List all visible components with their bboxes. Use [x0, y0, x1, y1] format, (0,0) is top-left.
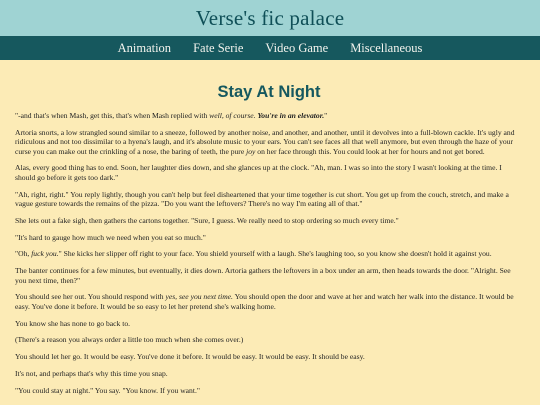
text-span: "Oh, — [15, 249, 32, 259]
story-paragraph: You know she has none to go back to. — [15, 318, 131, 328]
story-paragraph: (There's a reason you always order a little too much when she comes over.) — [15, 335, 244, 345]
story-paragraph: It's not, and perhaps that's why this time you snap. — [15, 369, 168, 378]
story-title: Stay At Night — [217, 83, 321, 101]
text-span: "-and that's when Mash, get this, that's when Mash replied with — [15, 111, 210, 120]
nav-video-game[interactable]: Video Game — [265, 40, 329, 55]
nav-miscellaneous[interactable]: Miscellaneous — [350, 40, 423, 55]
story-paragraph: She lets out a fake sigh, then gathers the cartons together. "Sure, I guess. We really need to stop ordering so much every time." — [15, 215, 399, 225]
story-paragraph: "Ah, right, right." You reply lightly, though you can't help but feel disheartened that your time together is cut short. You get up from the couch, stretch, and make a vague gesture towards the remains of the pizza. "Do you want the leftovers? There's no way I'm eating all of that." — [15, 189, 509, 209]
main-nav — [0, 36, 540, 60]
emphasis-text: well, of course. — [209, 111, 258, 120]
strong-emphasis-text: You're in an elevator. — [257, 111, 325, 120]
story-paragraph: The banter continues for a few minutes, but eventually, it dies down. Artoria gathers the leftovers in a box under an arm, then heads towards the door. "Alright. See you next time, then?" — [15, 266, 511, 285]
story-paragraph — [15, 249, 523, 258]
story-paragraph: "It's hard to gauge how much we need when you eat so much." — [15, 232, 206, 242]
story-content — [0, 83, 540, 395]
story-paragraph: You should let her go. It would be easy. You've done it before. It would be easy. It would be easy. It should be easy. — [15, 352, 365, 362]
text-span: You should open the door and wave at her and watch her walk into the distance. It would be easy. You've done it before. It would be so easy to let her pretend she's walking home. — [15, 292, 514, 311]
emphasis-text: fuck you. — [31, 249, 59, 259]
story-paragraph: "You could stay at night." You say. "You know. If you want." — [15, 385, 200, 395]
story-paragraph — [15, 128, 523, 156]
site-header — [0, 0, 540, 36]
emphasis-text: joy — [246, 146, 256, 156]
story-paragraph: Alas, every good thing has to end. Soon, her laughter dies down, and she glances up at the clock. "Ah, man. I was so into the story I wasn't looking at the time. I should go before it gets too dark." — [15, 163, 502, 182]
text-span: on her face through this. You could look at her for hours and not get bored. — [255, 146, 485, 156]
site-title[interactable]: Verse's fic palace — [195, 5, 345, 30]
emphasis-text: yes, see you next time. — [165, 292, 233, 302]
story-paragraph — [15, 111, 523, 120]
text-span: " — [324, 111, 328, 120]
text-span: Artoria snorts, a low strangled sound similar to a sneeze, followed by another noise, and another, and another, until it devolves into a full-blown cackle. It's ugly and ridiculous and not too dissimilar to a hyena's laugh, and it's absolute music to your ears. You can't see faces all that well anymore, but even through the haze of your curse you can make out the crinkling of a nose, the baring of teeth, the pure — [15, 127, 515, 156]
text-span: " She kicks her slipper off right to your face. You shield yourself with a laugh. She's laughing too, so you know she doesn't hold it against you. — [58, 249, 492, 259]
text-span: You should see her out. You should respond with — [15, 292, 166, 302]
nav-fate-serie[interactable]: Fate Serie — [193, 40, 244, 55]
nav-animation[interactable]: Animation — [117, 40, 172, 55]
story-paragraph — [15, 292, 523, 311]
